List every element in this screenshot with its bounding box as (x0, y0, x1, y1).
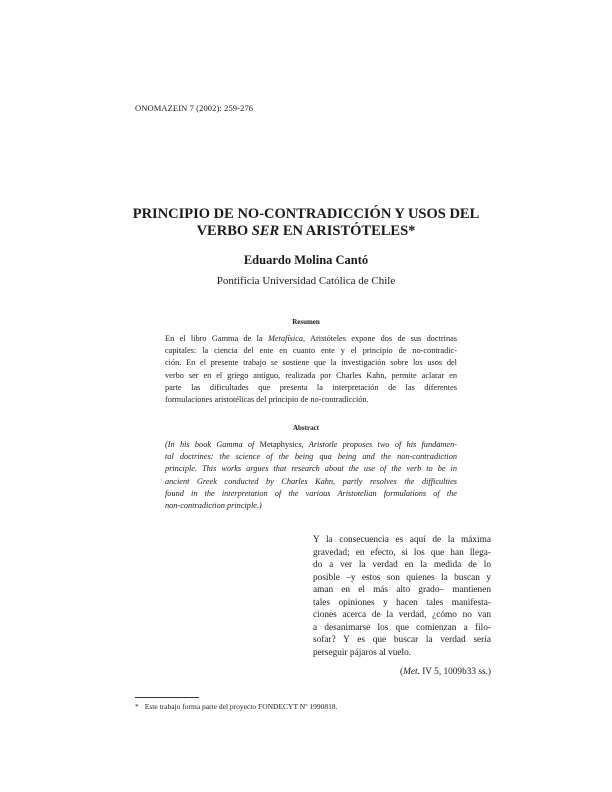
resumen-heading: Resumen (292, 318, 320, 326)
resumen-body-line (165, 370, 457, 382)
footnote-text: Este trabajo forma parte del proyecto FONDECYT Nº 1990818. (144, 702, 338, 711)
epigraph-line: posible –y estos son quienes la buscan y (313, 572, 491, 583)
abstract-body-line (165, 476, 457, 488)
citation-rest: IV 5, 1009b33 ss.) (419, 667, 491, 677)
citation-open: ( (400, 667, 404, 677)
abstract-heading: Abstract (292, 424, 320, 432)
resumen-body-line (165, 345, 457, 357)
author-affiliation: Pontificia Universidad Católica de Chile (216, 275, 396, 287)
epigraph-line: perseguir pájaros al vuelo. (313, 647, 412, 658)
abstract-body-segment: ancient Greek conducted by Charles Kahn, partly resolves the difficulties (165, 476, 457, 486)
abstract-body-line (165, 439, 457, 451)
abstract-body-segment: principle. This works argues that research about the use of the verb to be in (165, 464, 457, 474)
epigraph-line: sofar? Y es que buscar la verdad sería (313, 635, 491, 645)
abstract-body-segment: , Aristotle proposes two of his fundamen- (301, 440, 457, 449)
resumen-body-line (165, 333, 457, 345)
epigraph-line: aman en el más alto grado– mantienen (313, 585, 491, 595)
resumen-body-segment: Metafísica (268, 334, 304, 343)
resumen-body-line (165, 382, 457, 394)
abstract-body-segment: tal doctrines: the science of the being qua being and the non-contradiction (165, 452, 457, 462)
abstract-body-line (165, 451, 457, 463)
resumen-body-segment: , Aristóteles expone dos de sus doctrinas (303, 334, 457, 343)
footnote (135, 702, 338, 711)
epigraph-line: Y la consecuencia es aquí de la máxima (313, 535, 491, 545)
epigraph-line: do a ver la verdad en la medida de lo (313, 560, 491, 570)
running-head: ONOMAZEIN 7 (2002): 259-276 (135, 103, 254, 113)
abstract-body-line (165, 488, 457, 500)
resumen-body-line (165, 357, 457, 369)
epigraph-line: tales opiniones y hacen tales manifesta- (313, 597, 491, 608)
citation-work: Met. (403, 667, 420, 677)
title-line-1: PRINCIPIO DE NO-CONTRADICCIÓN Y USOS DEL (132, 206, 480, 222)
epigraph-line: gravedad; en efecto, si los que han llega- (313, 547, 491, 558)
epigraph-line: a desanimarse los que comienzan a filo- (313, 622, 491, 633)
abstract-body-segment: non-contradiction principle.) (165, 501, 262, 511)
epigraph-line: ciones acerca de la verdad, ¿cómo no van (313, 610, 491, 620)
resumen-body-segment: ción. En el presente trabajo se sostiene que la investigación sobre los usos del (165, 358, 457, 368)
epigraph-quote (313, 534, 491, 659)
footnote-rule (135, 697, 199, 698)
resumen-body-segment: capitales: la ciencia del ente en cuanto ente y el principio de no-contradic- (165, 346, 457, 356)
title-line-2 (120, 223, 492, 240)
abstract-body-segment: found in the interpretation of the various Aristotelian formulations of the (165, 488, 457, 498)
abstract-body (165, 439, 457, 512)
abstract-body-segment: (In his book Gamma of (165, 440, 260, 449)
author-name: Eduardo Molina Cantó (243, 253, 369, 267)
title-line-2-after: EN ARISTÓTELES* (279, 223, 416, 239)
abstract-body-line (165, 463, 457, 475)
title-italic-ser: SER (251, 223, 280, 239)
title-line-2-before: VERBO (196, 223, 252, 239)
resumen-body-segment: formulaciones aristotélicas del principio de no-contradicción. (165, 395, 369, 405)
paper-title (120, 206, 492, 240)
resumen-body-segment: verbo ser en el griego antiguo, realizada por Charles Kahn, permite aclarar en (165, 370, 457, 380)
abstract-body-segment: Metaphysics (259, 440, 302, 449)
resumen-body-segment: En el libro Gamma de la (165, 334, 269, 343)
footnote-mark: * (135, 702, 139, 711)
resumen-body (165, 333, 457, 406)
resumen-body-line (165, 394, 457, 406)
epigraph-citation (313, 667, 491, 677)
abstract-body-line (165, 500, 457, 512)
resumen-body-segment: parte las dificultades que presenta la interpretación de las diferentes (165, 382, 457, 392)
